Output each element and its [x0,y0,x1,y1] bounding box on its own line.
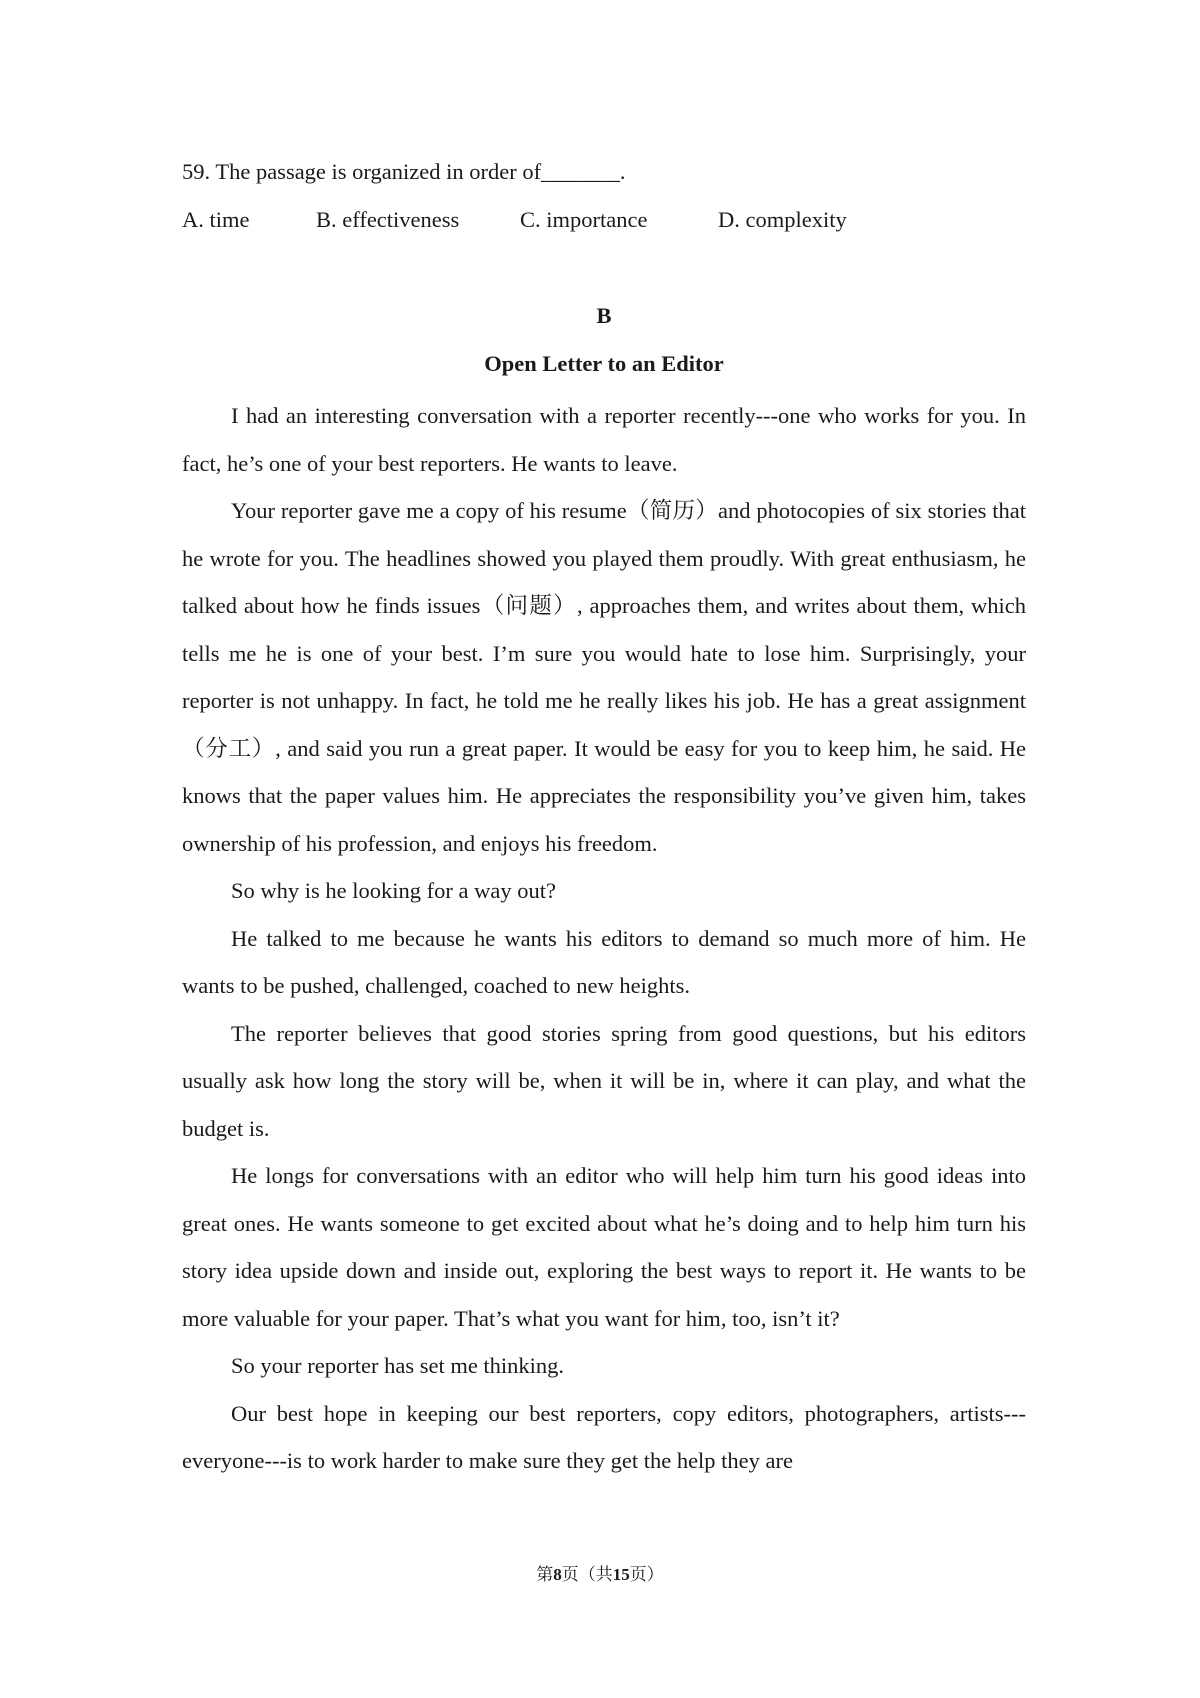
answer-options [182,200,1026,248]
paragraph-7: So your reporter has set me thinking. [231,1353,565,1378]
question-59 [182,152,1026,200]
question-number: 59. [182,159,211,184]
paragraph-1: I had an interesting conversation with a reporter recently---one who works for you. In fact, he’s one of your best reporters. He wants to leave. [182,403,1026,476]
question-text: The passage is organized in order of [215,159,542,184]
paragraph-8: Our best hope in keeping our best reporters, copy editors, photographers, artists---everyone---is to work harder to make sure they get the help they are [182,1400,1026,1473]
paragraph-5: The reporter believes that good stories spring from good questions, but his editors usually ask how long the story will be, when it will be in, where it can play, and what the budget is. [182,1020,1026,1141]
document-page [182,152,1026,1485]
paragraph-4: He talked to me because he wants his editors to demand so much more of him. He wants to be pushed, challenged, coached to new heights. [182,925,1026,998]
footer-total-pages: 15 [612,1565,630,1584]
question-end: . [619,159,626,184]
option-a: A. time [182,207,250,232]
footer-suffix: 页） [629,1565,664,1584]
paragraph-6: He longs for conversations with an editor who will help him turn his good ideas into great ones. He wants someone to get excited about what he’s doing and to help him turn his story idea upside down and inside out, exploring the best ways to report it. He wants to be more valuable for your paper. That’s what you want for him, too, isn’t it? [182,1163,1026,1331]
paragraph-2: Your reporter gave me a copy of his resume（简历）and photocopies of six stories that he wrote for you. The headlines showed you played them proudly. With great enthusiasm, he talked about how he finds issues（问题）, approaches them, and writes about them, which tells me he is one of your best. I’m sure you would hate to lose him. Surprisingly, your reporter is not unhappy. In fact, he told me he really likes his job. He has a great assignment（分工）, and said you run a great paper. It would be easy for you to keep him, he said. He knows that the paper values him. He appreciates the responsibility you’ve given him, takes ownership of his profession, and enjoys his freedom. [182,498,1026,856]
section-label: B [596,303,612,328]
page-footer [0,1560,1200,1585]
footer-page-number: 8 [553,1565,562,1584]
footer-prefix: 第 [536,1565,554,1584]
option-b: B. effectiveness [316,207,460,232]
option-d: D. complexity [718,207,847,232]
footer-middle: 页（共 [561,1565,613,1584]
option-c: C. importance [520,207,648,232]
paragraph-3: So why is he looking for a way out? [231,878,556,903]
passage-title: Open Letter to an Editor [484,351,724,376]
answer-blank: _______ [541,159,620,184]
